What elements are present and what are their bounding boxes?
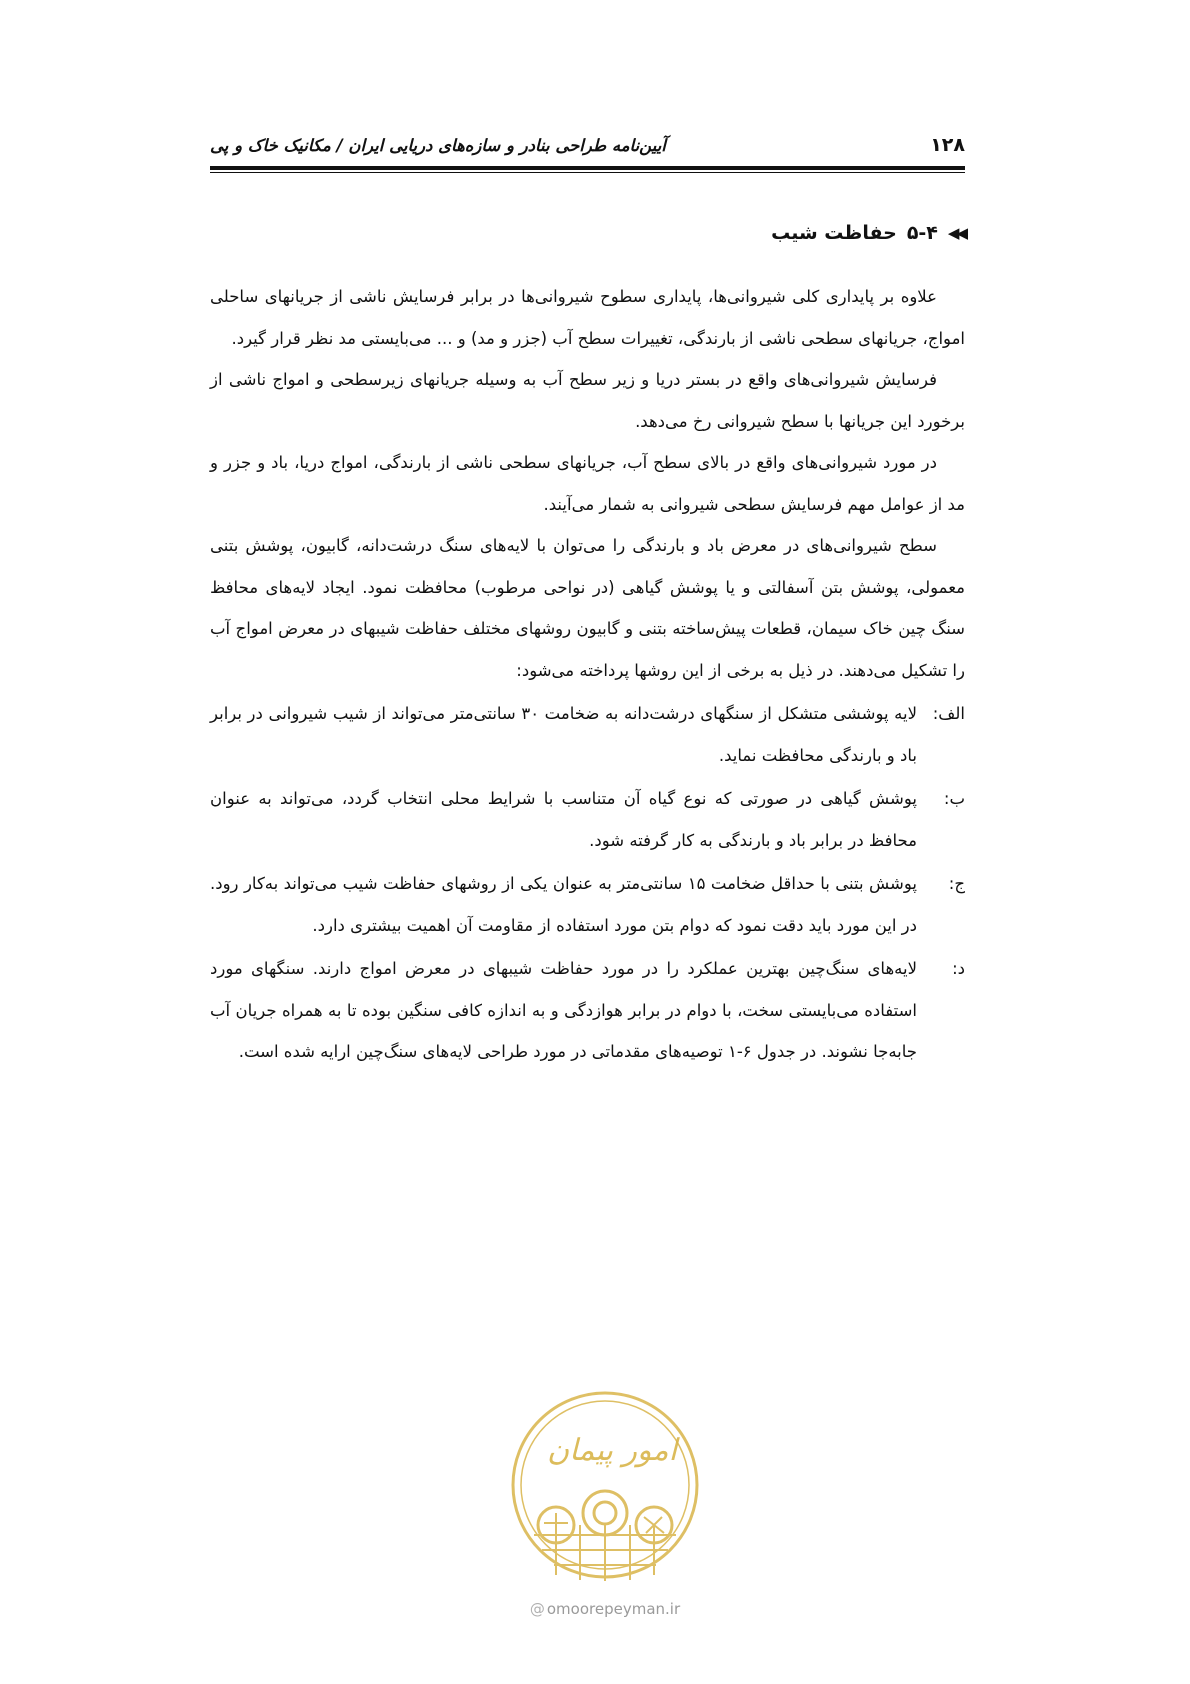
list-item-text: پوشش بتنی با حداقل ضخامت ۱۵ سانتی‌متر به عنوان یکی از روشهای حفاظت شیب می‌تواند به‌کار رود. در این مورد باید دقت نمود که دوام بتن مورد استفاده از مقاومت آن اهمیت بیشتری دارد. [210,874,917,935]
logo-text: امور پیمان [547,1433,677,1468]
header-rule-thick [210,166,965,170]
paragraph: فرسایش شیروانی‌های واقع در بستر دریا و زیر سطح آب به وسیله جریانهای زیرسطحی و امواج ناشی از برخورد این جریانها با سطح شیروانی رخ می‌دهد. [210,370,965,431]
page-header [210,128,965,168]
list-marker: الف: [932,704,965,723]
watermark-url [500,1600,710,1618]
section-number: ۵-۴ [906,222,938,244]
list-marker: ب: [943,789,965,808]
section-title: حفاظت شیب [771,222,897,244]
section-heading [771,222,965,244]
list-item [210,778,965,861]
double-arrow-icon: ◀◀ [947,224,965,242]
list-item [210,863,965,946]
header-rule-thin [210,172,965,173]
list-marker: ج: [948,874,965,893]
list-item-text: پوشش گیاهی در صورتی که نوع گیاه آن متناسب با شرایط محلی انتخاب گردد، می‌تواند به عنوان محافظ در برابر باد و بارندگی به کار گرفته شود. [210,789,917,850]
running-title: آیین‌نامه طراحی بنادر و سازه‌های دریایی ایران / مکانیک خاک و پی [210,136,666,155]
paragraph: علاوه بر پایداری کلی شیروانی‌ها، پایداری سطوح شیروانی‌ها در برابر فرسایش ناشی از جریانهای ساحلی امواج، جریانهای سطحی ناشی از بارندگی، تغییرات سطح آب (جزر و مد) و ... می‌بایستی مد نظر قرار گیرد. [210,287,965,348]
paragraph: سطح شیروانی‌های در معرض باد و بارندگی را می‌توان با لایه‌های سنگ درشت‌دانه، گابیون، پوشش بتنی معمولی، پوشش بتن آسفالتی و یا پوشش گیاهی (در نواحی مرطوب) محافظت نمود. ایجاد لایه‌های محافظ سنگ چین خاک سیمان، قطعات پیش‌ساخته بتنی و گابیون روشهای مختلف حفاظت شیبهای در معرض امواج آب را تشکیل می‌دهند. در ذیل به برخی از این روشها پرداخته می‌شود: [210,536,965,680]
watermark-logo [494,1385,716,1595]
body-text [210,276,965,1073]
watermark-url-text: omoorepeyman.ir [546,1600,681,1618]
list-item [210,693,965,776]
list-marker: د: [952,959,965,978]
list-item [210,948,965,1073]
at-sign-icon: @ [529,1600,545,1618]
list-item-text: لایه پوششی متشکل از سنگهای درشت‌دانه به ضخامت ۳۰ سانتی‌متر می‌تواند از شیب شیروانی در برابر باد و بارندگی محافظت نماید. [210,704,917,765]
paragraph: در مورد شیروانی‌های واقع در بالای سطح آب، جریانهای سطحی ناشی از بارندگی، امواج دریا، باد و جزر و مد از عوامل مهم فرسایش سطحی شیروانی به شمار می‌آیند. [210,453,965,514]
logo-emblem-icon [494,1385,716,1595]
page-number: ۱۲۸ [930,134,965,156]
list-item-text: لایه‌های سنگ‌چین بهترین عملکرد را در مورد حفاظت شیبهای در معرض امواج دارند. سنگهای مورد استفاده می‌بایستی سخت، با دوام در برابر هوازدگی و به اندازه کافی سنگین بوده تا به همراه جریان آب جابه‌جا نشوند. در جدول ۶-۱ توصیه‌های مقدماتی در مورد طراحی لایه‌های سنگ‌چین ارایه شده است. [210,959,917,1061]
